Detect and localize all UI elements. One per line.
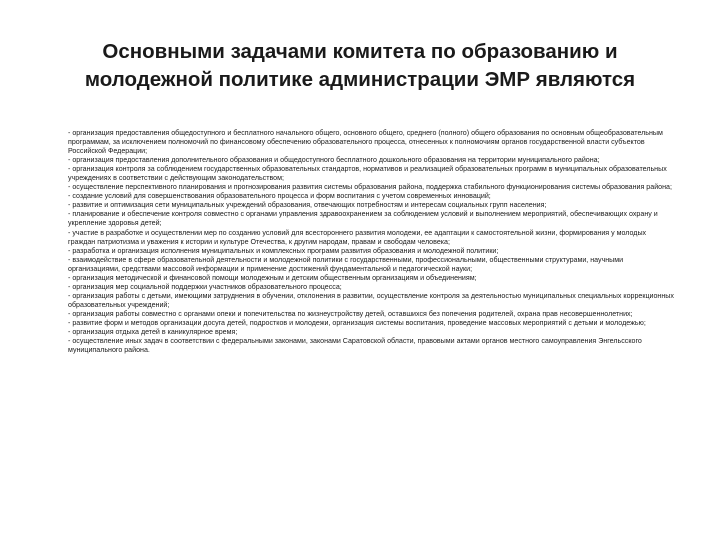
task-item: - создание условий для совершенствования образовательного процесса и форм воспитания с учетом современных инноваций; — [68, 192, 491, 201]
slide-title-line-1: Основными задачами комитета по образованию и — [102, 40, 618, 63]
task-item: - развитие и оптимизация сети муниципальных учреждений образования, отвечающих потребностям и интересам социальных групп населения; — [68, 201, 547, 210]
slide-title-line-2: молодежной политике администрации ЭМР являются — [84, 68, 636, 91]
task-item: - организация предоставления общедоступного и бесплатного начального общего, основного общего, среднего (полного) общего образования по основным общеобразовательным программам, за исключением полномочий по финансовому обеспечению образовательного процесса, отнесенных к полномочиям органов государственной власти субъектов Российской Федерации; — [68, 129, 663, 156]
task-item: - организация отдыха детей в каникулярное время; — [68, 328, 238, 337]
task-item: - разработка и организация исполнения муниципальных и комплексных программ развития образования и молодежной политики; — [68, 246, 499, 255]
task-item: - планирование и обеспечение контроля совместно с органами управления здравоохранением за соблюдением условий и выполнением мероприятий, обеспечивающих охрану и укрепление здоровья детей; — [68, 210, 658, 228]
task-item: - осуществление перспективного планирования и прогнозирования развития системы образования района, поддержка стабильного функционирования системы образования района; — [68, 183, 672, 192]
task-item: - развитие форм и методов организации досуга детей, подростков и молодежи, организация системы воспитания, проведение массовых мероприятий с детьми и молодежью; — [68, 318, 646, 327]
tasks-list — [68, 129, 674, 355]
task-item: - организация работы совместно с органами опеки и попечительства по жизнеустройству детей, оставшихся без попечения родителей, охрана прав несовершеннолетних; — [68, 309, 633, 318]
task-item: - организация контроля за соблюдением государственных образовательных стандартов, нормативов и реализацией образовательных программ в муниципальных образовательных учреждениях в соответствии с действующим законодательством; — [68, 165, 667, 183]
slide-title — [40, 38, 680, 94]
task-item: - организация мер социальной поддержки участников образовательного процесса; — [68, 282, 342, 291]
task-item: - участие в разработке и осуществлении мер по созданию условий для всестороннего развития молодежи, ее адаптации к самостоятельной жизни, формирования у молодых граждан патриотизма и уважения к истории и культуре Отечества, к другим народам, правам и свободам человека; — [68, 228, 647, 246]
task-item: - осуществление иных задач в соответствии с федеральными законами, законами Саратовской области, правовыми актами органов местного самоуправления Энгельсского муниципального района. — [68, 337, 642, 355]
task-item: - организация предоставления дополнительного образования и общедоступного бесплатного дошкольного образования на территории муниципального района; — [68, 156, 600, 165]
task-item: - организация методической и финансовой помощи молодежным и детским общественным организациям и объединениям; — [68, 273, 477, 282]
task-item: - взаимодействие в сфере образовательной деятельности и молодежной политики с государственными, профессиональными, общественными структурами, научными организациями, средствами массовой информации и применение достижений фундаментальной и педагогической науки; — [68, 255, 624, 273]
task-item: - организация работы с детьми, имеющими затруднения в обучении, отклонения в развитии, осуществление контроля за деятельностью муниципальных специальных коррекционных образовательных учреждений; — [68, 291, 674, 309]
